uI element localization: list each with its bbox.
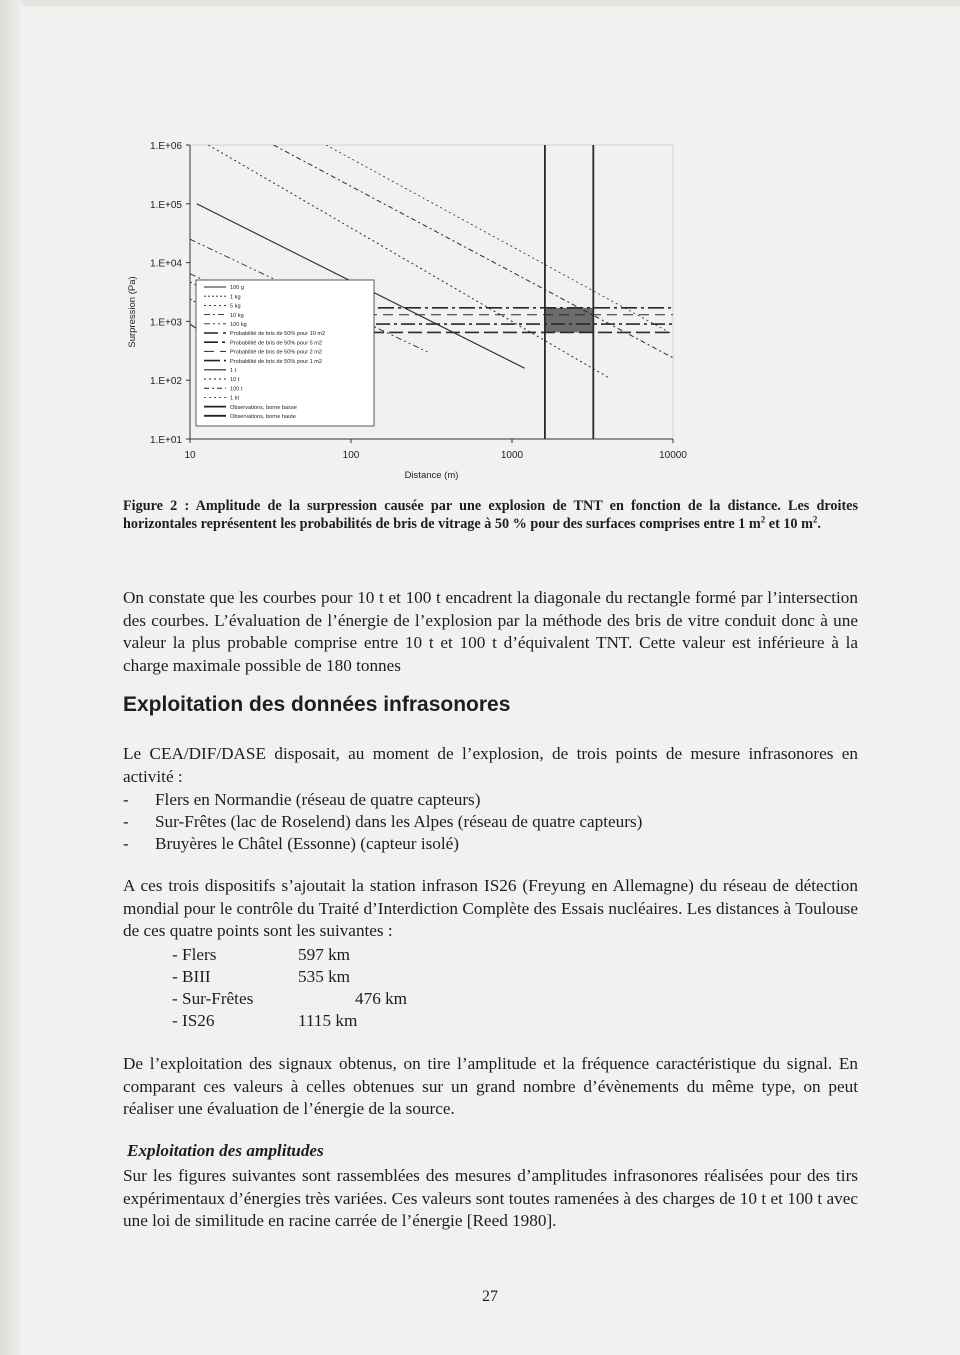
y-tick-label: 1.E+02 (150, 376, 182, 388)
legend-label: Probabilité de bris de 50% pour 2 m2 (230, 349, 323, 356)
legend-label: 100 g (230, 285, 244, 292)
x-tick-label: 100 (342, 450, 360, 461)
legend-label: 10 kg (230, 312, 244, 319)
caption-text-1: Amplitude de la surpression causée par une explosion de TNT en fonction de la distance. Les droites horizontales représentent les probabilités de bris de vitrage à 50 % pour des surfaces comprises entre 1 m (123, 498, 859, 532)
paragraph-amplitudes: Sur les figures suivantes sont rassemblées des mesures d’amplitudes infrasonores réalisées pour des tirs expérimentaux d’énergies très variées. Ces valeurs sont toutes ramenées à des charges de 10 t et 100 t avec une loi de similitude en racine carrée de l’énergie [Reed 1980]. (123, 1166, 858, 1230)
y-tick-label: 1.E+01 (150, 435, 182, 446)
caption-sup-2: 2 (812, 514, 818, 525)
list-item (123, 833, 459, 855)
bullet-text: Sur-Frêtes (lac de Roselend) dans les Alpes (réseau de quatre capteurs) (155, 812, 643, 831)
caption-text-3: . (817, 516, 821, 532)
bullet-text: Flers en Normandie (réseau de quatre capteurs) (155, 790, 481, 809)
y-axis-title: Surpression (Pa) (127, 276, 138, 348)
page-number: 27 (482, 1288, 498, 1305)
list-item (123, 789, 480, 811)
bullet-dash: - (123, 812, 129, 831)
legend-label: 100 kg (230, 322, 247, 328)
legend-label: Probabilité de bris de 50% pour 10 m2 (230, 331, 326, 338)
series-line-1-kt (326, 145, 673, 334)
distance-value: 1115 km (298, 1011, 358, 1030)
caption-sup-1: 2 (760, 514, 766, 525)
distance-value: 535 km (298, 967, 351, 986)
legend-label: Observations, borne haute (230, 414, 296, 420)
legend-label: 1 t (230, 368, 237, 374)
paragraph-conclusion: On constate que les courbes pour 10 t et 100 t encadrent la diagonale du rectangle formé par l’intersection des courbes. L’évaluation de l’énergie de l’explosion par la méthode des bris de vitre conduit donc à une valeur la plus probable comprise entre 10 t et 100 t d’équivalent TNT. Cette valeur est inférieure à la charge maximale possible de 180 tonnes (123, 588, 858, 675)
legend-label: Observations, borne basse (230, 404, 297, 411)
y-tick-label: 1.E+04 (150, 258, 182, 270)
legend-label: 100 t (230, 386, 243, 393)
distance-value: 476 km (355, 989, 408, 1008)
subsection-heading: Exploitation des amplitudes (127, 1141, 324, 1160)
bullet-dash: - (123, 834, 129, 853)
caption-label: Figure 2 : (123, 498, 190, 514)
x-tick-label: 10 (184, 450, 196, 461)
y-tick-label: 1.E+03 (150, 317, 182, 329)
bullet-dash: - (123, 790, 129, 809)
legend-label: Probabilité de bris de 50% pour 5 m2 (230, 340, 323, 347)
caption-text-2: et 10 m (765, 516, 813, 532)
paragraph-is26: A ces trois dispositifs s’ajoutait la station infrason IS26 (Freyung en Allemagne) du réseau de détection mondial pour le contrôle du Traité d’Interdiction Complète des Essais nucléaires. Les distances à Toulouse de ces quatre points sont les suivantes : (123, 876, 858, 940)
legend-label: 1 kt (230, 395, 240, 402)
distance-name: - Sur-Frêtes (172, 989, 254, 1008)
x-tick-label: 10000 (659, 450, 687, 461)
y-tick-label: 1.E+05 (150, 199, 182, 211)
paragraph-stations-intro: Le CEA/DIF/DASE disposait, au moment de l’explosion, de trois points de mesure infrasonores en activité : (123, 744, 858, 786)
chart-legend (196, 280, 374, 426)
figure-caption (123, 497, 858, 533)
paragraph-exploitation: De l’exploitation des signaux obtenus, on tire l’amplitude et la fréquence caractéristique du signal. En comparant ces valeurs à celles obtenues sur un grand nombre d’évènements du même type, on peut réaliser une évaluation de l’énergie de la source. (123, 1054, 858, 1118)
legend-label: Probabilité de bris de 50% pour 1 m2 (230, 358, 323, 365)
bullet-text: Bruyères le Châtel (Essonne) (capteur isolé) (155, 834, 460, 853)
distance-name: - BIII (172, 967, 211, 986)
y-tick-label: 1.E+06 (150, 141, 182, 152)
legend-label: 10 t (230, 377, 240, 384)
scan-top-shadow (0, 0, 960, 6)
legend-label: 1 kg (230, 294, 241, 301)
section-heading: Exploitation des données infrasonores (123, 693, 511, 716)
scan-edge-shadow (0, 0, 22, 1355)
distance-name: - IS26 (172, 1011, 215, 1030)
pressure-distance-chart (110, 130, 710, 485)
x-axis-title: Distance (m) (404, 470, 459, 481)
distance-value: 597 km (298, 945, 351, 964)
list-item (123, 811, 642, 833)
x-tick-label: 1000 (500, 450, 524, 461)
legend-label: 5 kg (230, 303, 241, 310)
distance-name: - Flers (172, 945, 217, 964)
